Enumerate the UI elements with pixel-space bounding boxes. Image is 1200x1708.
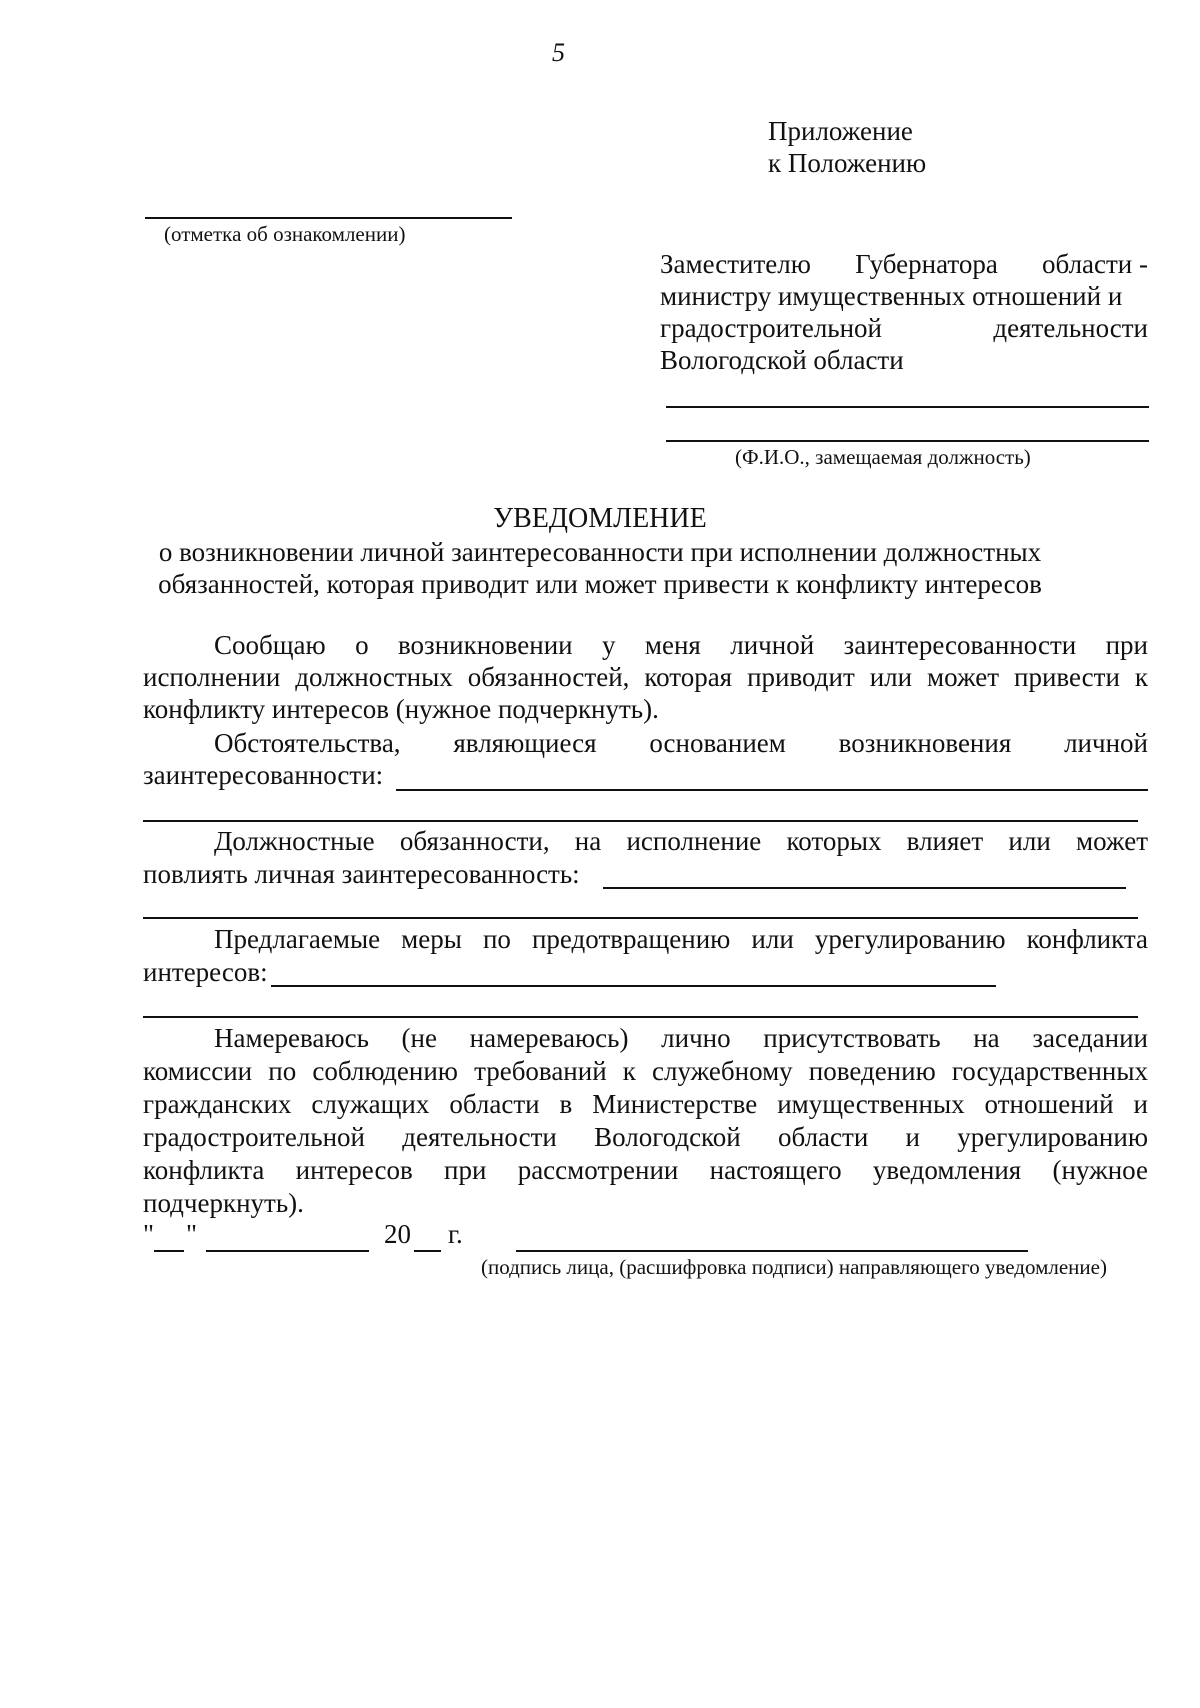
fio-blank-line-2 xyxy=(666,440,1149,442)
notice-subtitle-line-1: о возникновении личной заинтересованности при исполнении должностных xyxy=(158,537,1042,567)
paragraph-4-line-1: Предлагаемые меры по предотвращению или урегулированию конфликта xyxy=(214,924,1148,954)
paragraph-4-line-2: интересов: xyxy=(143,957,268,987)
date-quote-open: " xyxy=(143,1219,155,1249)
duties-blank-line-1 xyxy=(603,887,1126,889)
signature-blank-line xyxy=(516,1250,1028,1252)
paragraph-5-line-3: гражданских служащих области в Министерстве имущественных отношений и xyxy=(143,1089,1148,1119)
circumstances-blank-line-1 xyxy=(396,789,1148,791)
paragraph-3-line-1: Должностные обязанности, на исполнение которых влияет или может xyxy=(214,826,1148,856)
appendix-line-1: Приложение xyxy=(768,116,913,146)
addressee-line-1-b: Губернатора xyxy=(855,249,998,279)
page-number: 5 xyxy=(552,38,565,67)
duties-blank-line-2 xyxy=(143,917,1138,919)
fio-blank-line-1 xyxy=(666,406,1149,408)
notice-title: УВЕДОМЛЕНИЕ xyxy=(493,503,707,534)
paragraph-2-line-2: заинтересованности: xyxy=(143,760,384,790)
date-quote-close: " xyxy=(186,1219,198,1249)
measures-blank-line-2 xyxy=(143,1016,1138,1018)
paragraph-5-line-6: подчеркнуть). xyxy=(143,1188,304,1218)
paragraph-2-line-1: Обстоятельства, являющиеся основанием возникновения личной xyxy=(214,728,1148,758)
date-year-suffix: г. xyxy=(448,1219,463,1249)
date-year-blank xyxy=(414,1250,441,1252)
appendix-line-2: к Положению xyxy=(768,148,927,178)
fio-caption: (Ф.И.О., замещаемая должность) xyxy=(735,445,1031,469)
paragraph-5-line-4: градостроительной деятельности Вологодской области и урегулированию xyxy=(143,1122,1148,1152)
addressee-line-4: Вологодской области xyxy=(660,345,904,375)
addressee-line-1-c: области - xyxy=(1042,249,1148,279)
paragraph-5-line-5: конфликта интересов при рассмотрении настоящего уведомления (нужное xyxy=(143,1155,1148,1185)
paragraph-5-line-2: комиссии по соблюдению требований к служебному поведению государственных xyxy=(143,1056,1148,1086)
acknowledgment-caption: (отметка об ознакомлении) xyxy=(164,222,406,246)
acknowledgment-line xyxy=(145,217,512,219)
notice-subtitle-line-2: обязанностей, которая приводит или может привести к конфликту интересов xyxy=(158,569,1042,599)
paragraph-3-line-2: повлиять личная заинтересованность: xyxy=(143,859,580,889)
addressee-line-3 xyxy=(660,313,1148,345)
addressee-line-2: министру имущественных отношений и xyxy=(660,281,1123,311)
paragraph-1-line-2: исполнении должностных обязанностей, которая приводит или может привести к xyxy=(143,662,1148,692)
date-month-blank xyxy=(206,1250,369,1252)
measures-blank-line-1 xyxy=(271,985,996,987)
date-year-prefix: 20 xyxy=(384,1219,411,1249)
addressee-line-3-a: градостроительной xyxy=(660,313,882,343)
addressee-line-1-a: Заместителю xyxy=(660,249,811,279)
date-day-blank xyxy=(154,1250,184,1252)
signature-caption: (подпись лица, (расшифровка подписи) направляющего уведомление) xyxy=(481,1255,1107,1279)
paragraph-1-line-1: Сообщаю о возникновении у меня личной заинтересованности при xyxy=(214,630,1148,660)
addressee-line-3-b: деятельности xyxy=(993,313,1148,343)
addressee-line-1 xyxy=(660,249,1148,281)
paragraph-5-line-1: Намереваюсь (не намереваюсь) лично присутствовать на заседании xyxy=(214,1023,1148,1053)
circumstances-blank-line-2 xyxy=(143,820,1138,822)
paragraph-1-line-3: конфликту интересов (нужное подчеркнуть). xyxy=(143,694,659,724)
